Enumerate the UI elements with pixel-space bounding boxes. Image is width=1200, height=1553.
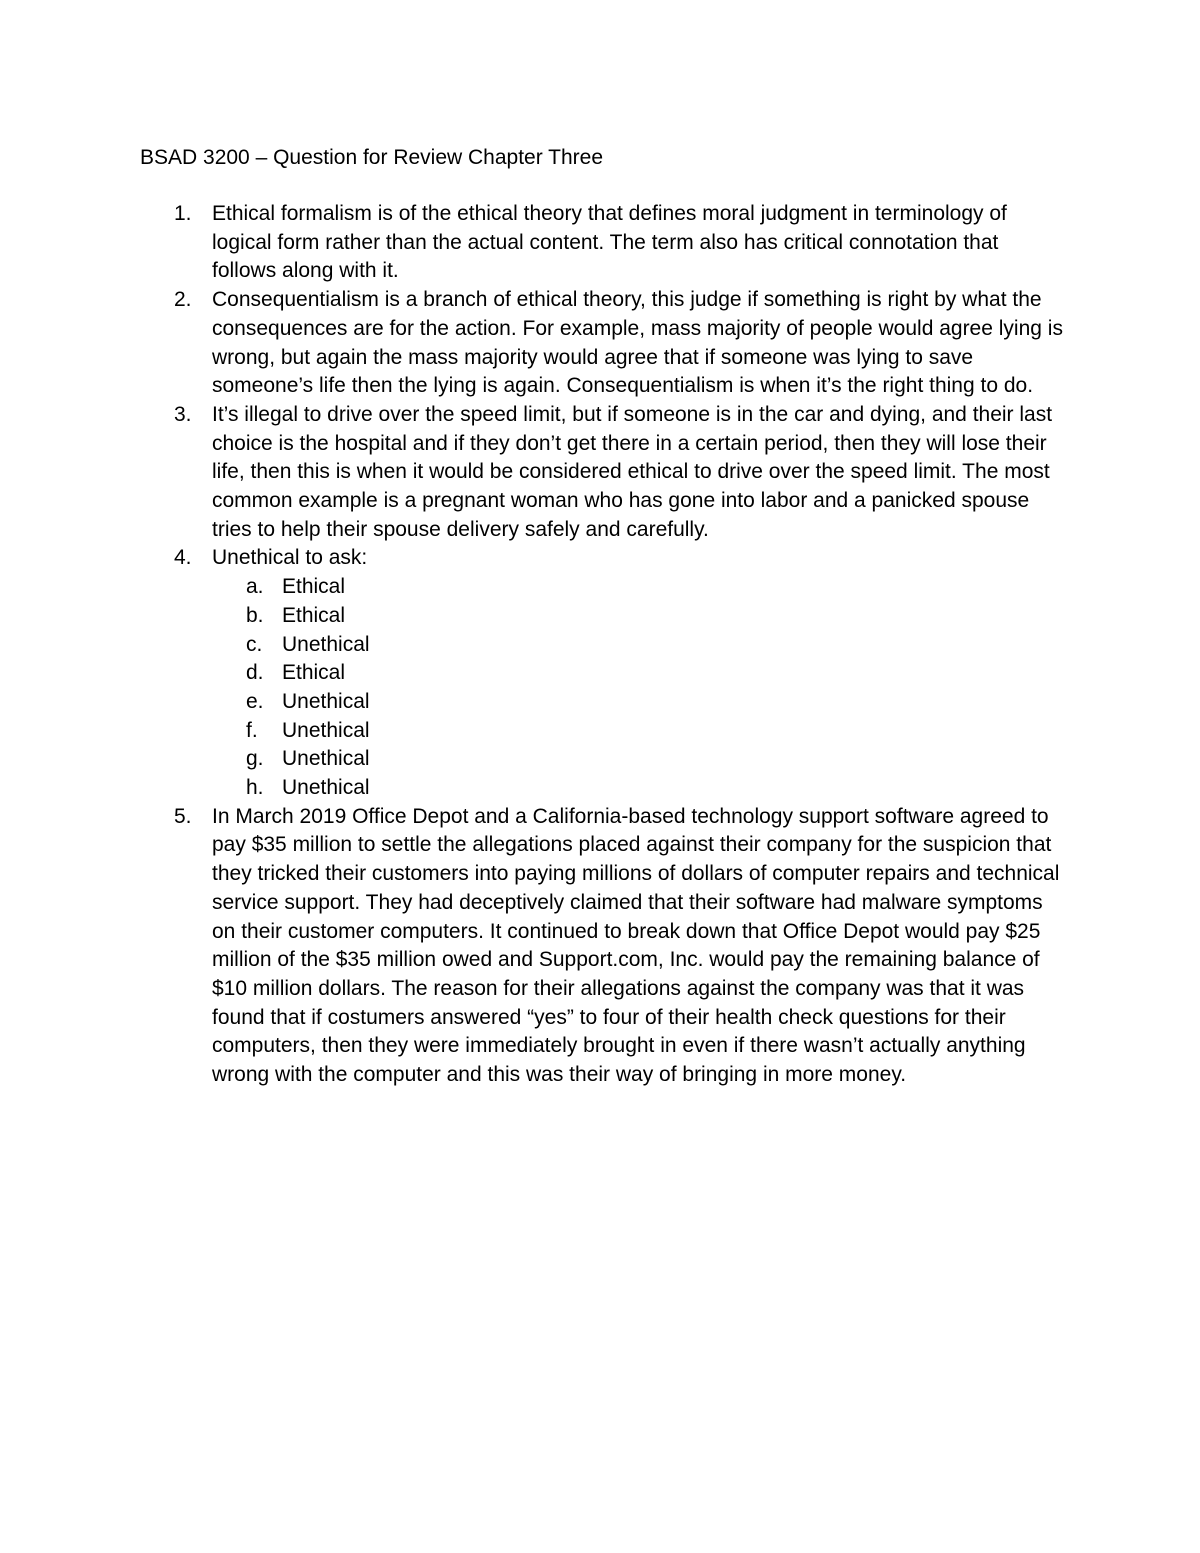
- sub-answer-item: [212, 573, 1065, 602]
- question-list: [140, 200, 1065, 1090]
- question-answer-text: In March 2019 Office Depot and a California-based technology support software agreed to pay $35 million to settle the allegations placed against their company for the suspicion that they tricked their customers into paying millions of dollars of computer repairs and technical service support. They had deceptively claimed that their software had malware symptoms on their customer computers. It continued to break down that Office Depot would pay $25 million of the $35 million owed and Support.com, Inc. would pay the remaining balance of $10 million dollars. The reason for their allegations against the company was that it was found that if costumers answered “yes” to four of their health check questions for their computers, then they were immediately brought in even if there wasn’t actually anything wrong with the computer and this was their way of bringing in more money.: [212, 804, 1060, 1087]
- document-title: BSAD 3200 – Question for Review Chapter Three: [140, 146, 604, 169]
- sub-answer-item: [212, 688, 1065, 717]
- question-item-1: [140, 200, 1065, 286]
- question-item-5: [140, 803, 1065, 1090]
- sub-answer-text: Ethical: [282, 575, 346, 599]
- sub-answer-letter: a.: [246, 575, 264, 599]
- question-number: 1.: [174, 202, 192, 225]
- question-answer-text: Ethical formalism is of the ethical theory that defines moral judgment in terminology of logical form rather than the actual content. The term also has critical connotation that follows along with it.: [212, 202, 1007, 283]
- sub-answer-text: Ethical: [282, 661, 346, 685]
- question-item-2: [140, 286, 1065, 401]
- sub-answer-text: Unethical: [282, 718, 370, 742]
- sub-answer-letter: d.: [246, 661, 264, 685]
- sub-answer-list: [212, 573, 1065, 803]
- sub-answer-item: [212, 745, 1065, 774]
- sub-answer-letter: g.: [246, 747, 264, 771]
- sub-answer-text: Ethical: [282, 603, 346, 627]
- question-item-3: [140, 401, 1065, 545]
- sub-answer-item: [212, 774, 1065, 803]
- question-number: 2.: [174, 288, 192, 312]
- question-number: 3.: [174, 402, 192, 426]
- sub-answer-letter: c.: [246, 632, 263, 656]
- question-answer-text: Consequentialism is a branch of ethical theory, this judge if something is right by what the consequences are for the action. For example, mass majority of people would agree lying is wrong, but again the mass majority would agree that if someone was lying to save someone’s life then the lying is again. Consequentialism is when it’s the right thing to do.: [212, 288, 1063, 398]
- sub-answer-text: Unethical: [282, 632, 370, 656]
- question-item-4: [140, 544, 1065, 802]
- question-number: 5.: [174, 804, 192, 828]
- sub-answer-letter: f.: [246, 718, 258, 742]
- sub-answer-text: Unethical: [282, 776, 370, 800]
- question-number: 4.: [174, 546, 192, 570]
- sub-answer-item: [212, 631, 1065, 660]
- sub-answer-letter: e.: [246, 689, 264, 713]
- sub-answer-item: [212, 602, 1065, 631]
- sub-answer-letter: h.: [246, 776, 264, 800]
- question-answer-text: Unethical to ask:: [212, 546, 368, 570]
- sub-answer-letter: b.: [246, 603, 264, 627]
- sub-answer-text: Unethical: [282, 747, 370, 771]
- sub-answer-item: [212, 659, 1065, 688]
- question-answer-text: It’s illegal to drive over the speed limit, but if someone is in the car and dying, and their last choice is the hospital and if they don’t get there in a certain period, then they will lose their life, then this is when it would be considered ethical to drive over the speed limit. The most common example is a pregnant woman who has gone into labor and a panicked spouse tries to help their spouse delivery safely and carefully.: [212, 402, 1053, 541]
- sub-answer-item: [212, 717, 1065, 746]
- sub-answer-text: Unethical: [282, 689, 370, 713]
